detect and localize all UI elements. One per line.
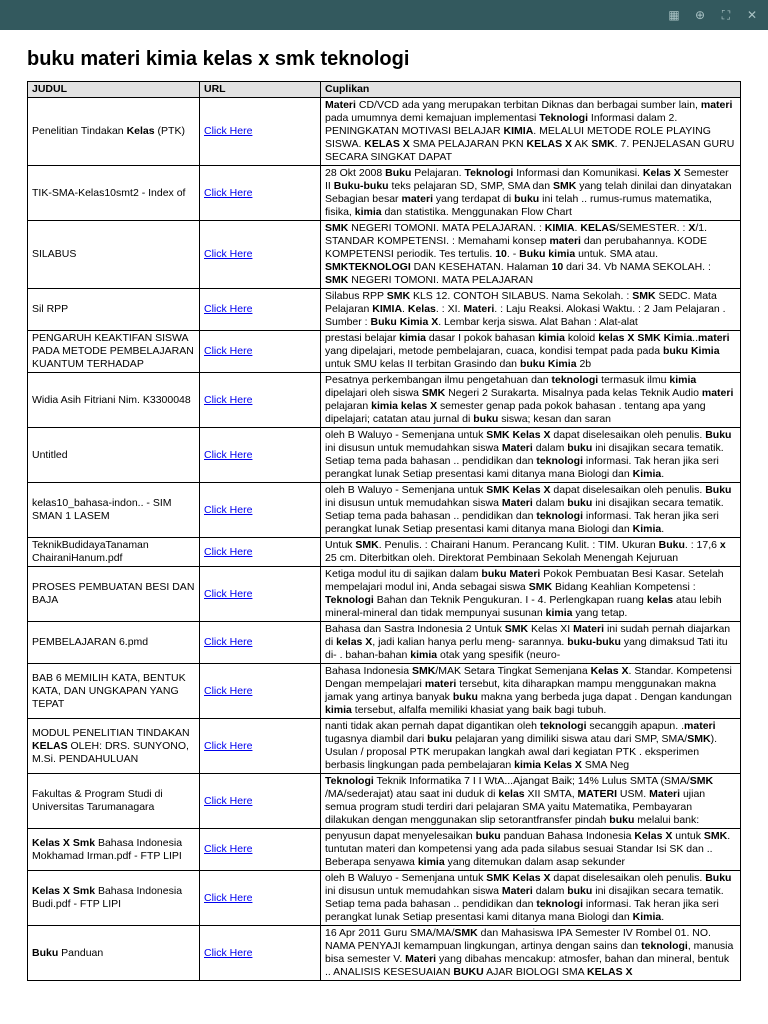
results-table (27, 81, 741, 981)
judul-cell: TIK-SMA-Kelas10smt2 - Index of (28, 166, 200, 221)
judul-cell: kelas10_bahasa-indon.. - SIM SMAN 1 LASEM (28, 483, 200, 538)
judul-cell: Kelas X Smk Bahasa Indonesia Budi.pdf - FTP LIPI (28, 871, 200, 926)
url-cell (200, 538, 321, 567)
judul-cell: TeknikBudidayaTanaman ChairaniHanum.pdf (28, 538, 200, 567)
judul-cell: PEMBELAJARAN 6.pmd (28, 622, 200, 664)
click-here-link[interactable]: Click Here (204, 345, 253, 357)
url-cell (200, 567, 321, 622)
click-here-link[interactable]: Click Here (204, 636, 253, 648)
table-row (28, 719, 741, 774)
url-cell (200, 622, 321, 664)
cuplikan-cell: oleh B Waluyo - Semenjana untuk SMK Kelas X dapat diselesaikan oleh penulis. Buku ini disusun untuk memudahkan siswa Materi dalam buku ini disajikan secara tematik. Setiap tema pada bahasan .. pendidikan dan teknologi informasi. Tak heran jika seri perangkat lunak Setiap presentasi kami ditanya mana Biologi dan Kimia. (321, 428, 741, 483)
url-cell (200, 428, 321, 483)
judul-cell: SILABUS (28, 221, 200, 289)
click-here-link[interactable]: Click Here (204, 303, 253, 315)
cuplikan-cell: Teknologi Teknik Informatika 7 I I WtA...Ajangat Baik; 14% Lulus SMTA (SMA/SMK /MA/sederajat) atau saat ini duduk di kelas XII SMTA, MATERI USM. Materi ujian semua program studi terdiri dari pelajaran SMA yaitu Matematika, Pembayaran dilakukan dengan menggunakan slip setorantfransfer pindah buku melalui bank: (321, 774, 741, 829)
judul-cell: Kelas X Smk Bahasa Indonesia Mokhamad Irman.pdf - FTP LIPI (28, 829, 200, 871)
click-here-link[interactable]: Click Here (204, 587, 253, 600)
judul-cell: Buku Panduan (28, 926, 200, 981)
click-here-link[interactable]: Click Here (204, 739, 253, 752)
table-row (28, 622, 741, 664)
cuplikan-cell: SMK NEGERI TOMONI. MATA PELAJARAN. : KIMIA. KELAS/SEMESTER. : X/1. STANDAR KOMPETENSI. : Memahami konsep materi dan perubahannya. KODE KOMPETENSI periodik. Tes tertulis. 10. - Buku kimia untuk. SMA atau. SMKTEKNOLOGI DAN KESEHATAN. Halaman 10 dari 34. Vb NAMA SEKOLAH. : SMK NEGERI TOMONI. MATA PELAJARAN (321, 221, 741, 289)
results-tbody (28, 98, 741, 981)
url-cell (200, 664, 321, 719)
judul-cell: Fakultas & Program Studi di Universitas Tarumanagara (28, 774, 200, 829)
table-row (28, 483, 741, 538)
cuplikan-cell: Ketiga modul itu di sajikan dalam buku Materi Pokok Pembuatan Besi Kasar. Setelah mempelajari modul ini, Anda sebagai siswa SMK Bidang Keahlian Kompetensi : Teknologi Bahan dan Teknik Pengukuran. I - 4. Perlengkapan ruang kelas atau lebih mineral-mineral dan tidak mempunyai susunan kimia yang tetap. (321, 567, 741, 622)
cuplikan-cell: 16 Apr 2011 Guru SMA/MA/SMK dan Mahasiswa IPA Semester IV Rombel 01. NO. NAMA PENYAJI kemampuan lingkungan, artinya dengan sains dan teknologi, manusia bisa semester V. Materi yang dibahas mencakup: atmosfer, bahan dan mineral, bentuk .. ANALISIS KESESUAIAN BUKU AJAR BIOLOGI SMA KELAS X (321, 926, 741, 981)
click-here-link[interactable]: Click Here (204, 186, 253, 199)
fullscreen-icon[interactable]: ⛶ (721, 8, 731, 22)
url-cell (200, 221, 321, 289)
table-row (28, 98, 741, 166)
table-row (28, 829, 741, 871)
table-row (28, 373, 741, 428)
cuplikan-cell: Pesatnya perkembangan ilmu pengetahuan dan teknologi termasuk ilmu kimia dipelajari oleh siswa SMK Negeri 2 Surakarta. Misalnya pada kelas Teknik Audio materi pelajaran kimia kelas X semester genap pada pokok bahasan . tentang apa yang dipelajari; catatan atau jurnal di buku siswa; kesan dan saran (321, 373, 741, 428)
url-cell (200, 289, 321, 331)
click-here-link[interactable]: Click Here (204, 393, 253, 406)
click-here-link[interactable]: Click Here (204, 248, 253, 260)
column-header-cuplikan: Cuplikan (321, 82, 741, 98)
cuplikan-cell: Bahasa Indonesia SMK/MAK Setara Tingkat Semenjana Kelas X. Standar. Kompetensi Dengan mempelajari materi tersebut, kita diharapkan mampu menggunakan makna jamak yang artinya banyak buku makna yang berbeda juga dapat . Dengan kandungan kimia tersebut, alfalfa memiliki khasiat yang baik bagi tubuh. (321, 664, 741, 719)
cuplikan-cell: prestasi belajar kimia dasar I pokok bahasan kimia koloid kelas X SMK Kimia..materi yang dipelajari, metode pembelajaran, cuaca, kondisi tempat pada pada buku Kimia untuk SMU kelas II terbitan Grasindo dan buku Kimia 2b (321, 331, 741, 373)
url-cell (200, 166, 321, 221)
cuplikan-cell: oleh B Waluyo - Semenjana untuk SMK Kelas X dapat diselesaikan oleh penulis. Buku ini disusun untuk memudahkan siswa Materi dalam buku ini disajikan secara tematik. Setiap tema pada bahasan .. pendidikan dan teknologi informasi. Tak heran jika seri perangkat lunak Setiap presentasi kami ditanya mana Biologi dan Kimia. (321, 871, 741, 926)
judul-cell: BAB 6 MEMILIH KATA, BENTUK KATA, DAN UNGKAPAN YANG TEPAT (28, 664, 200, 719)
url-cell (200, 98, 321, 166)
click-here-link[interactable]: Click Here (204, 545, 253, 558)
document-page (0, 30, 768, 981)
url-cell (200, 926, 321, 981)
url-cell (200, 871, 321, 926)
grid-icon[interactable]: ▦ (668, 8, 680, 22)
table-row (28, 926, 741, 981)
url-cell (200, 373, 321, 428)
table-row (28, 774, 741, 829)
cuplikan-cell: Materi CD/VCD ada yang merupakan terbitan Diknas dan berbagai sumber lain, materi pada umumnya demi kemajuan implementasi Teknologi Informasi dalam 2. PENINGKATAN MOTIVASI BELAJAR KIMIA. MELALUI METODE ROLE PLAYING SISWA. KELAS X SMA PELAJARAN PKN KELAS X AK SMK. 7. PENJELASAN GURU SECARA SINGKAT DAPAT (321, 98, 741, 166)
table-row (28, 567, 741, 622)
zoom-icon[interactable]: ⊕ (694, 8, 706, 22)
url-cell (200, 483, 321, 538)
url-cell (200, 774, 321, 829)
click-here-link[interactable]: Click Here (204, 684, 253, 697)
close-icon[interactable]: ✕ (746, 8, 758, 22)
cuplikan-cell: oleh B Waluyo - Semenjana untuk SMK Kelas X dapat diselesaikan oleh penulis. Buku ini disusun untuk memudahkan siswa Materi dalam buku ini disajikan secara tematik. Setiap tema pada bahasan .. pendidikan dan teknologi informasi. Tak heran jika seri perangkat lunak Setiap presentasi kami ditanya mana Biologi dan Kimia. (321, 483, 741, 538)
column-header-url: URL (200, 82, 321, 98)
cuplikan-cell: nanti tidak akan pernah dapat digantikan oleh teknologi secanggih apapun. .materi tugasnya diambil dari buku pelajaran yang dimiliki siswa atau dari SMP, SMA/SMK). Usulan / proposal PTK merupakan langkah awal dari kegiatan PTK . eksperimen berbasis lingkungan pada pembelajaran kimia Kelas X SMA Neg (321, 719, 741, 774)
page-title: buku materi kimia kelas x smk teknologi (27, 48, 410, 70)
table-row (28, 166, 741, 221)
viewer-top-bar (0, 0, 768, 30)
click-here-link[interactable]: Click Here (204, 843, 253, 855)
table-row (28, 664, 741, 719)
click-here-link[interactable]: Click Here (204, 448, 253, 461)
cuplikan-cell: penyusun dapat menyelesaikan buku panduan Bahasa Indonesia Kelas X untuk SMK. tuntutan materi dan kompetensi yang ada pada silabus sesuai Standar Isi SK dan .. Beberapa senyawa kimia yang ditemukan dalam asap sekunder (321, 829, 741, 871)
judul-cell: PROSES PEMBUATAN BESI DAN BAJA (28, 567, 200, 622)
column-header-judul: JUDUL (28, 82, 200, 98)
table-row (28, 871, 741, 926)
table-row (28, 221, 741, 289)
judul-cell: Penelitian Tindakan Kelas (PTK) (28, 98, 200, 166)
table-row (28, 331, 741, 373)
judul-cell: Sil RPP (28, 289, 200, 331)
table-row (28, 428, 741, 483)
url-cell (200, 331, 321, 373)
judul-cell: MODUL PENELITIAN TINDAKAN KELAS OLEH: DRS. SUNYONO, M.Si. PENDAHULUAN (28, 719, 200, 774)
results-table-header (28, 82, 741, 98)
table-row (28, 289, 741, 331)
click-here-link[interactable]: Click Here (204, 891, 253, 904)
url-cell (200, 829, 321, 871)
table-row (28, 538, 741, 567)
click-here-link[interactable]: Click Here (204, 946, 253, 959)
click-here-link[interactable]: Click Here (204, 503, 253, 516)
cuplikan-cell: 28 Okt 2008 Buku Pelajaran. Teknologi Informasi dan Komunikasi. Kelas X Semester II Buku-buku teks pelajaran SD, SMP, SMA dan SMK yang telah dinilai dan dinyatakan Sebagian besar materi yang terdapat di buku ini telah .. rumus-rumus matematika, fisika, kimia dan statistika. Menggunakan Flow Chart (321, 166, 741, 221)
cuplikan-cell: Silabus RPP SMK KLS 12. CONTOH SILABUS. Nama Sekolah. : SMK SEDC. Mata Pelajaran KIMIA. Kelas. : XI. Materi. : Laju Reaksi. Alokasi Waktu. : 2 Jam Pelajaran . Sumber : Buku Kimia X. Lembar kerja siswa. Alat Bahan : Alat-alat (321, 289, 741, 331)
cuplikan-cell: Untuk SMK. Penulis. : Chairani Hanum. Perancang Kulit. : TIM. Ukuran Buku. : 17,6 x 25 cm. Diterbitkan oleh. Direktorat Pembinaan Sekolah Menengah Kejuruan (321, 538, 741, 567)
judul-cell: PENGARUH KEAKTIFAN SISWA PADA METODE PEMBELAJARAN KUANTUM TERHADAP (28, 331, 200, 373)
click-here-link[interactable]: Click Here (204, 794, 253, 807)
judul-cell: Widia Asih Fitriani Nim. K3300048 (28, 373, 200, 428)
url-cell (200, 719, 321, 774)
click-here-link[interactable]: Click Here (204, 125, 253, 137)
judul-cell: Untitled (28, 428, 200, 483)
cuplikan-cell: Bahasa dan Sastra Indonesia 2 Untuk SMK Kelas XI Materi ini sudah pernah diajarkan di kelas X, jadi kalian hanya perlu meng- sarannya. buku-buku yang dimaksud Tati itu di- . bahan-bahan kimia otak yang spesifik (neuro- (321, 622, 741, 664)
